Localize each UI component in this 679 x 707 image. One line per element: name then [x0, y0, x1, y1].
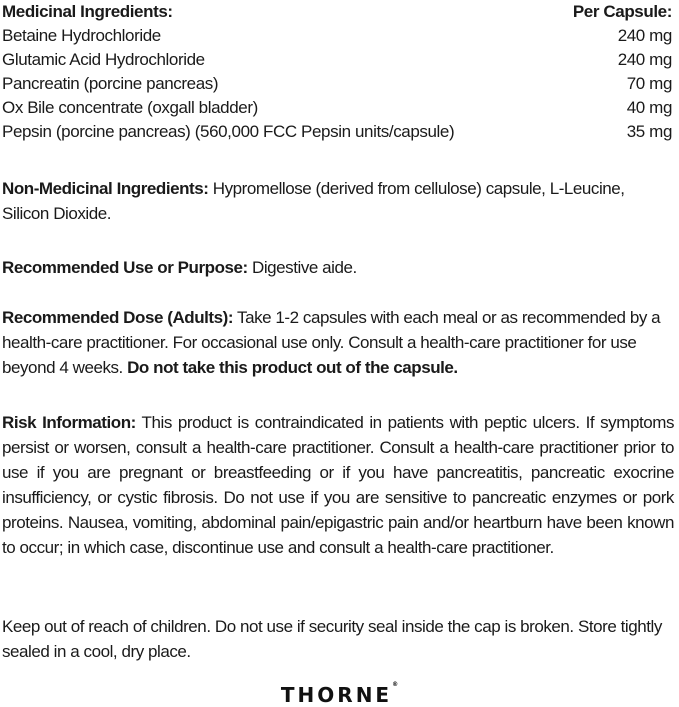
table-row [2, 24, 672, 48]
non-medicinal-text: Hypromellose (derived from cellulose) capsule, L-Leucine, Silicon Dioxide. [2, 179, 625, 223]
risk-information [2, 410, 674, 560]
dose-warning: Do not take this product out of the capsule. [127, 358, 458, 377]
risk-information-text: This product is contraindicated in patients with peptic ulcers. If symptoms persist or worsen, consult a health-care practitioner. Consult a health-care practitioner prior to use if you are pregnant or breastfeeding or if you have pancreatitis, pancreatic exocrine insufficiency, or cystic fibrosis. Do not use if you are sensitive to pancreatic enzymes or pork proteins. Nausea, vomiting, abdominal pain/epigastric pain and/or heartburn have been known to occur; in which case, discontinue use and consult a health-care practitioner. [2, 413, 674, 557]
ingredient-name: Betaine Hydrochloride [2, 26, 161, 45]
recommended-dose [2, 305, 674, 380]
storage-warning [2, 614, 674, 664]
recommended-use-label: Recommended Use or Purpose: [2, 258, 248, 277]
ingredient-name: Pepsin (porcine pancreas) (560,000 FCC Pepsin units/capsule) [2, 122, 455, 141]
non-medicinal-ingredients [2, 176, 674, 226]
recommended-use [2, 255, 672, 280]
table-row [2, 96, 672, 120]
thorne-logo [0, 683, 679, 707]
non-medicinal-label: Non-Medicinal Ingredients: [2, 179, 209, 198]
risk-information-label: Risk Information: [2, 413, 136, 432]
table-row [2, 72, 672, 96]
medicinal-ingredients-table [2, 0, 672, 144]
brand-name: THORNE [280, 683, 393, 707]
ingredient-name: Glutamic Acid Hydrochloride [2, 50, 205, 69]
recommended-dose-label: Recommended Dose (Adults): [2, 308, 234, 327]
ingredients-header: Medicinal Ingredients: [2, 2, 173, 21]
table-row [2, 48, 672, 72]
ingredient-amount: 40 mg [626, 98, 672, 117]
ingredient-amount: 70 mg [626, 74, 672, 93]
ingredient-amount: 35 mg [626, 122, 672, 141]
table-header [2, 0, 672, 24]
ingredient-name: Pancreatin (porcine pancreas) [2, 74, 219, 93]
per-capsule-header: Per Capsule: [572, 2, 672, 21]
ingredient-name: Ox Bile concentrate (oxgall bladder) [2, 98, 258, 117]
storage-text: Keep out of reach of children. Do not use if security seal inside the cap is broken. Store tightly sealed in a cool, dry place. [2, 617, 662, 661]
ingredient-amount: 240 mg [617, 26, 672, 45]
recommended-dose-text: Take 1-2 capsules with each meal or as recommended by a health-care practitioner. For occasional use only. Consult a health-care practitioner for use beyond 4 weeks. [2, 308, 661, 377]
table-row [2, 120, 672, 144]
registered-mark: ® [392, 681, 399, 688]
recommended-use-text: Digestive aide. [247, 258, 357, 277]
ingredient-amount: 240 mg [617, 50, 672, 69]
